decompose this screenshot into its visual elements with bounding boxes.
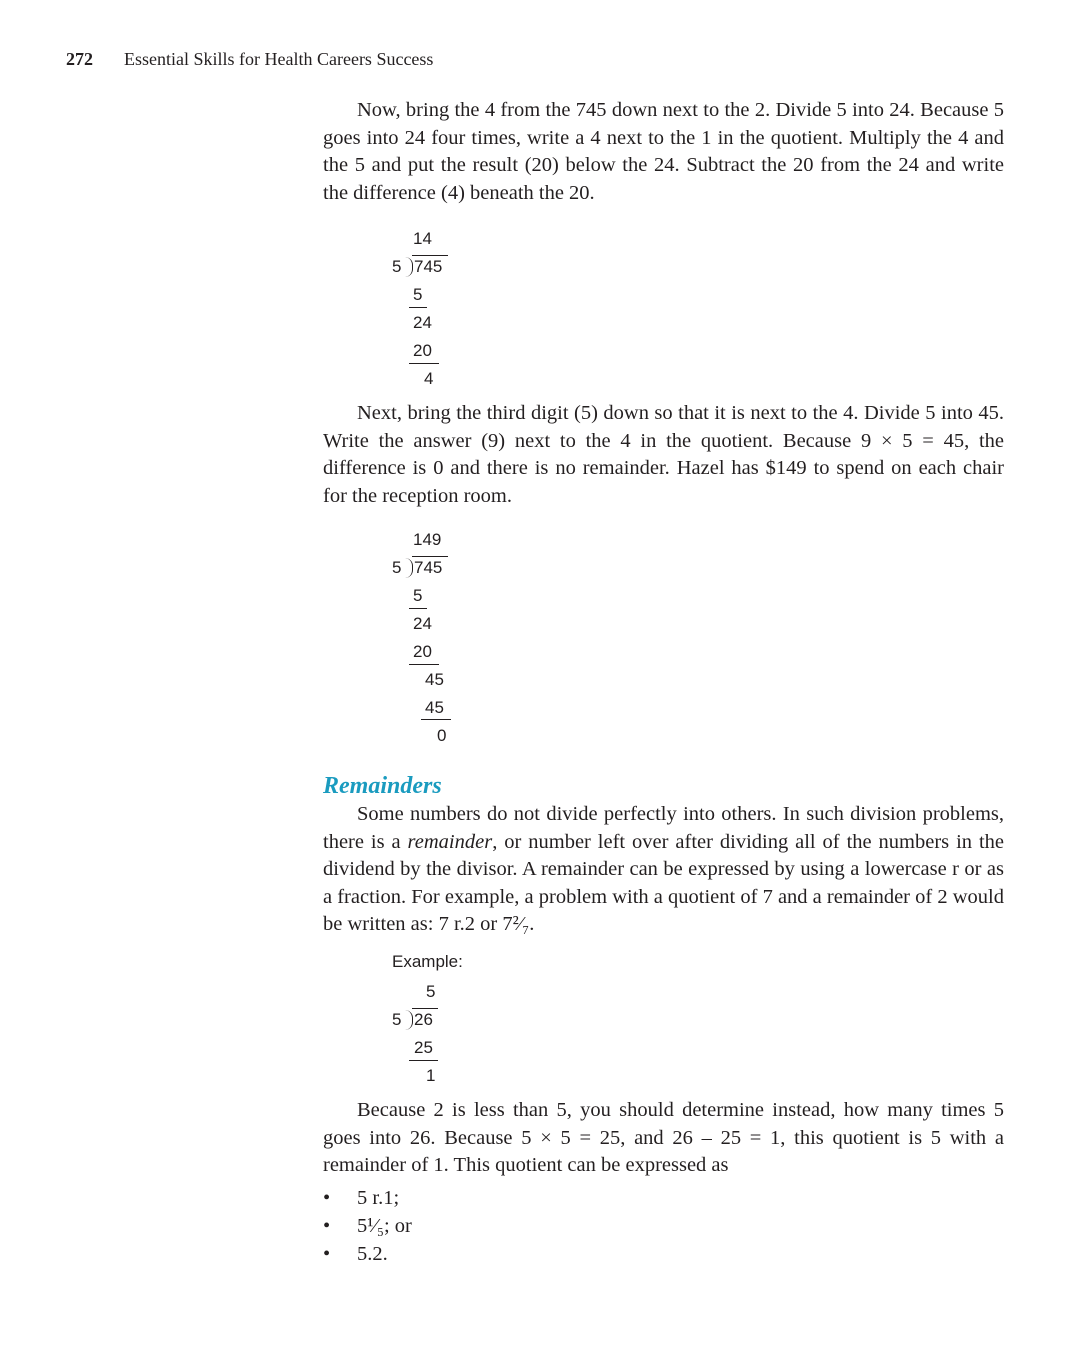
division-bar	[412, 1008, 438, 1009]
paragraph-1: Now, bring the 4 from the 745 down next to the 2. Divide 5 into 24. Because 5 goes into 24 four times, write a 4 next to the 1 in the quotient. Multiply the 4 and the 5 and put the result (20) below the 24. Subtract the 20 from the 24 and write the difference (4) beneath the 20.	[323, 99, 1004, 204]
division-1-divisor: 5	[392, 257, 402, 276]
division-2-quotient: 149	[413, 530, 442, 549]
list-item-text: 5.2.	[357, 1243, 388, 1265]
bullet-list	[323, 1184, 412, 1268]
bullet-icon: •	[323, 1215, 331, 1237]
division-bracket	[405, 257, 413, 277]
section-heading: Remainders	[323, 773, 442, 799]
division-bracket	[405, 558, 413, 578]
division-1-step: 24	[413, 313, 432, 332]
list-item	[323, 1240, 412, 1268]
subtraction-line	[409, 307, 427, 308]
paragraph-2-block	[323, 400, 1004, 510]
list-item	[323, 1212, 412, 1240]
subtraction-line	[409, 363, 439, 364]
paragraph-3-text: Some numbers do not divide perfectly into others. In such division problems, there is a	[323, 803, 1004, 853]
list-item	[323, 1184, 412, 1212]
division-1-step: 4	[424, 369, 434, 388]
example-label: Example:	[392, 952, 463, 971]
bullet-icon: •	[323, 1187, 331, 1209]
paragraph-1-block	[323, 97, 1004, 207]
example-dividend: 26	[414, 1010, 433, 1029]
paragraph-3	[323, 801, 1004, 939]
division-bar	[412, 556, 448, 557]
paragraph-4-block	[323, 1097, 1004, 1180]
division-bar	[412, 255, 448, 256]
example-divisor: 5	[392, 1010, 402, 1029]
list-item-text: 5¹⁄₅; or	[357, 1215, 412, 1237]
subtraction-line	[409, 608, 427, 609]
paragraph-2: Next, bring the third digit (5) down so that it is next to the 4. Divide 5 into 45. Write the answer (9) next to the 4 in the quotient. Because 9 × 5 = 45, the difference is 0 and there is no remainder. Hazel has $149 to spend on each chair for the reception room.	[323, 402, 1004, 507]
term-remainder: remainder	[407, 830, 493, 853]
division-2-step: 5	[413, 586, 423, 605]
division-bracket	[405, 1010, 413, 1030]
book-title: Essential Skills for Health Careers Success	[124, 49, 434, 69]
division-2-dividend: 745	[414, 558, 443, 577]
division-2-step: 20	[413, 642, 432, 661]
example-step: 25	[414, 1038, 433, 1057]
division-2-step: 45	[425, 698, 444, 717]
paragraph-3-block	[323, 801, 1004, 939]
paragraph-3-text: , or number left over after dividing all of the numbers in the dividend by the divisor. A remainder can be expressed by using a lowercase r or as a fraction. For example, a problem with a quotient of 7 and a remainder of 2 would be written as: 7 r.2 or 7²⁄₇.	[323, 830, 1004, 935]
example-step: 1	[426, 1066, 436, 1085]
subtraction-line	[409, 1060, 438, 1061]
division-1-step: 20	[413, 341, 432, 360]
division-2-step: 45	[425, 670, 444, 689]
division-2-divisor: 5	[392, 558, 402, 577]
division-2-step: 24	[413, 614, 432, 633]
bullet-icon: •	[323, 1243, 331, 1265]
division-2-step: 0	[437, 726, 447, 745]
paragraph-4: Because 2 is less than 5, you should determine instead, how many times 5 goes into 26. Because 5 × 5 = 25, and 26 – 25 = 1, this quotient is 5 with a remainder of 1. This quotient can be expressed as	[323, 1099, 1004, 1176]
division-1-quotient: 14	[413, 229, 432, 248]
division-1-step: 5	[413, 285, 423, 304]
subtraction-line	[421, 719, 451, 720]
example-quotient: 5	[426, 982, 436, 1001]
running-head	[66, 48, 433, 70]
subtraction-line	[409, 664, 439, 665]
list-item-text: 5 r.1;	[357, 1187, 400, 1209]
page-number: 272	[66, 49, 93, 69]
division-1-dividend: 745	[414, 257, 443, 276]
